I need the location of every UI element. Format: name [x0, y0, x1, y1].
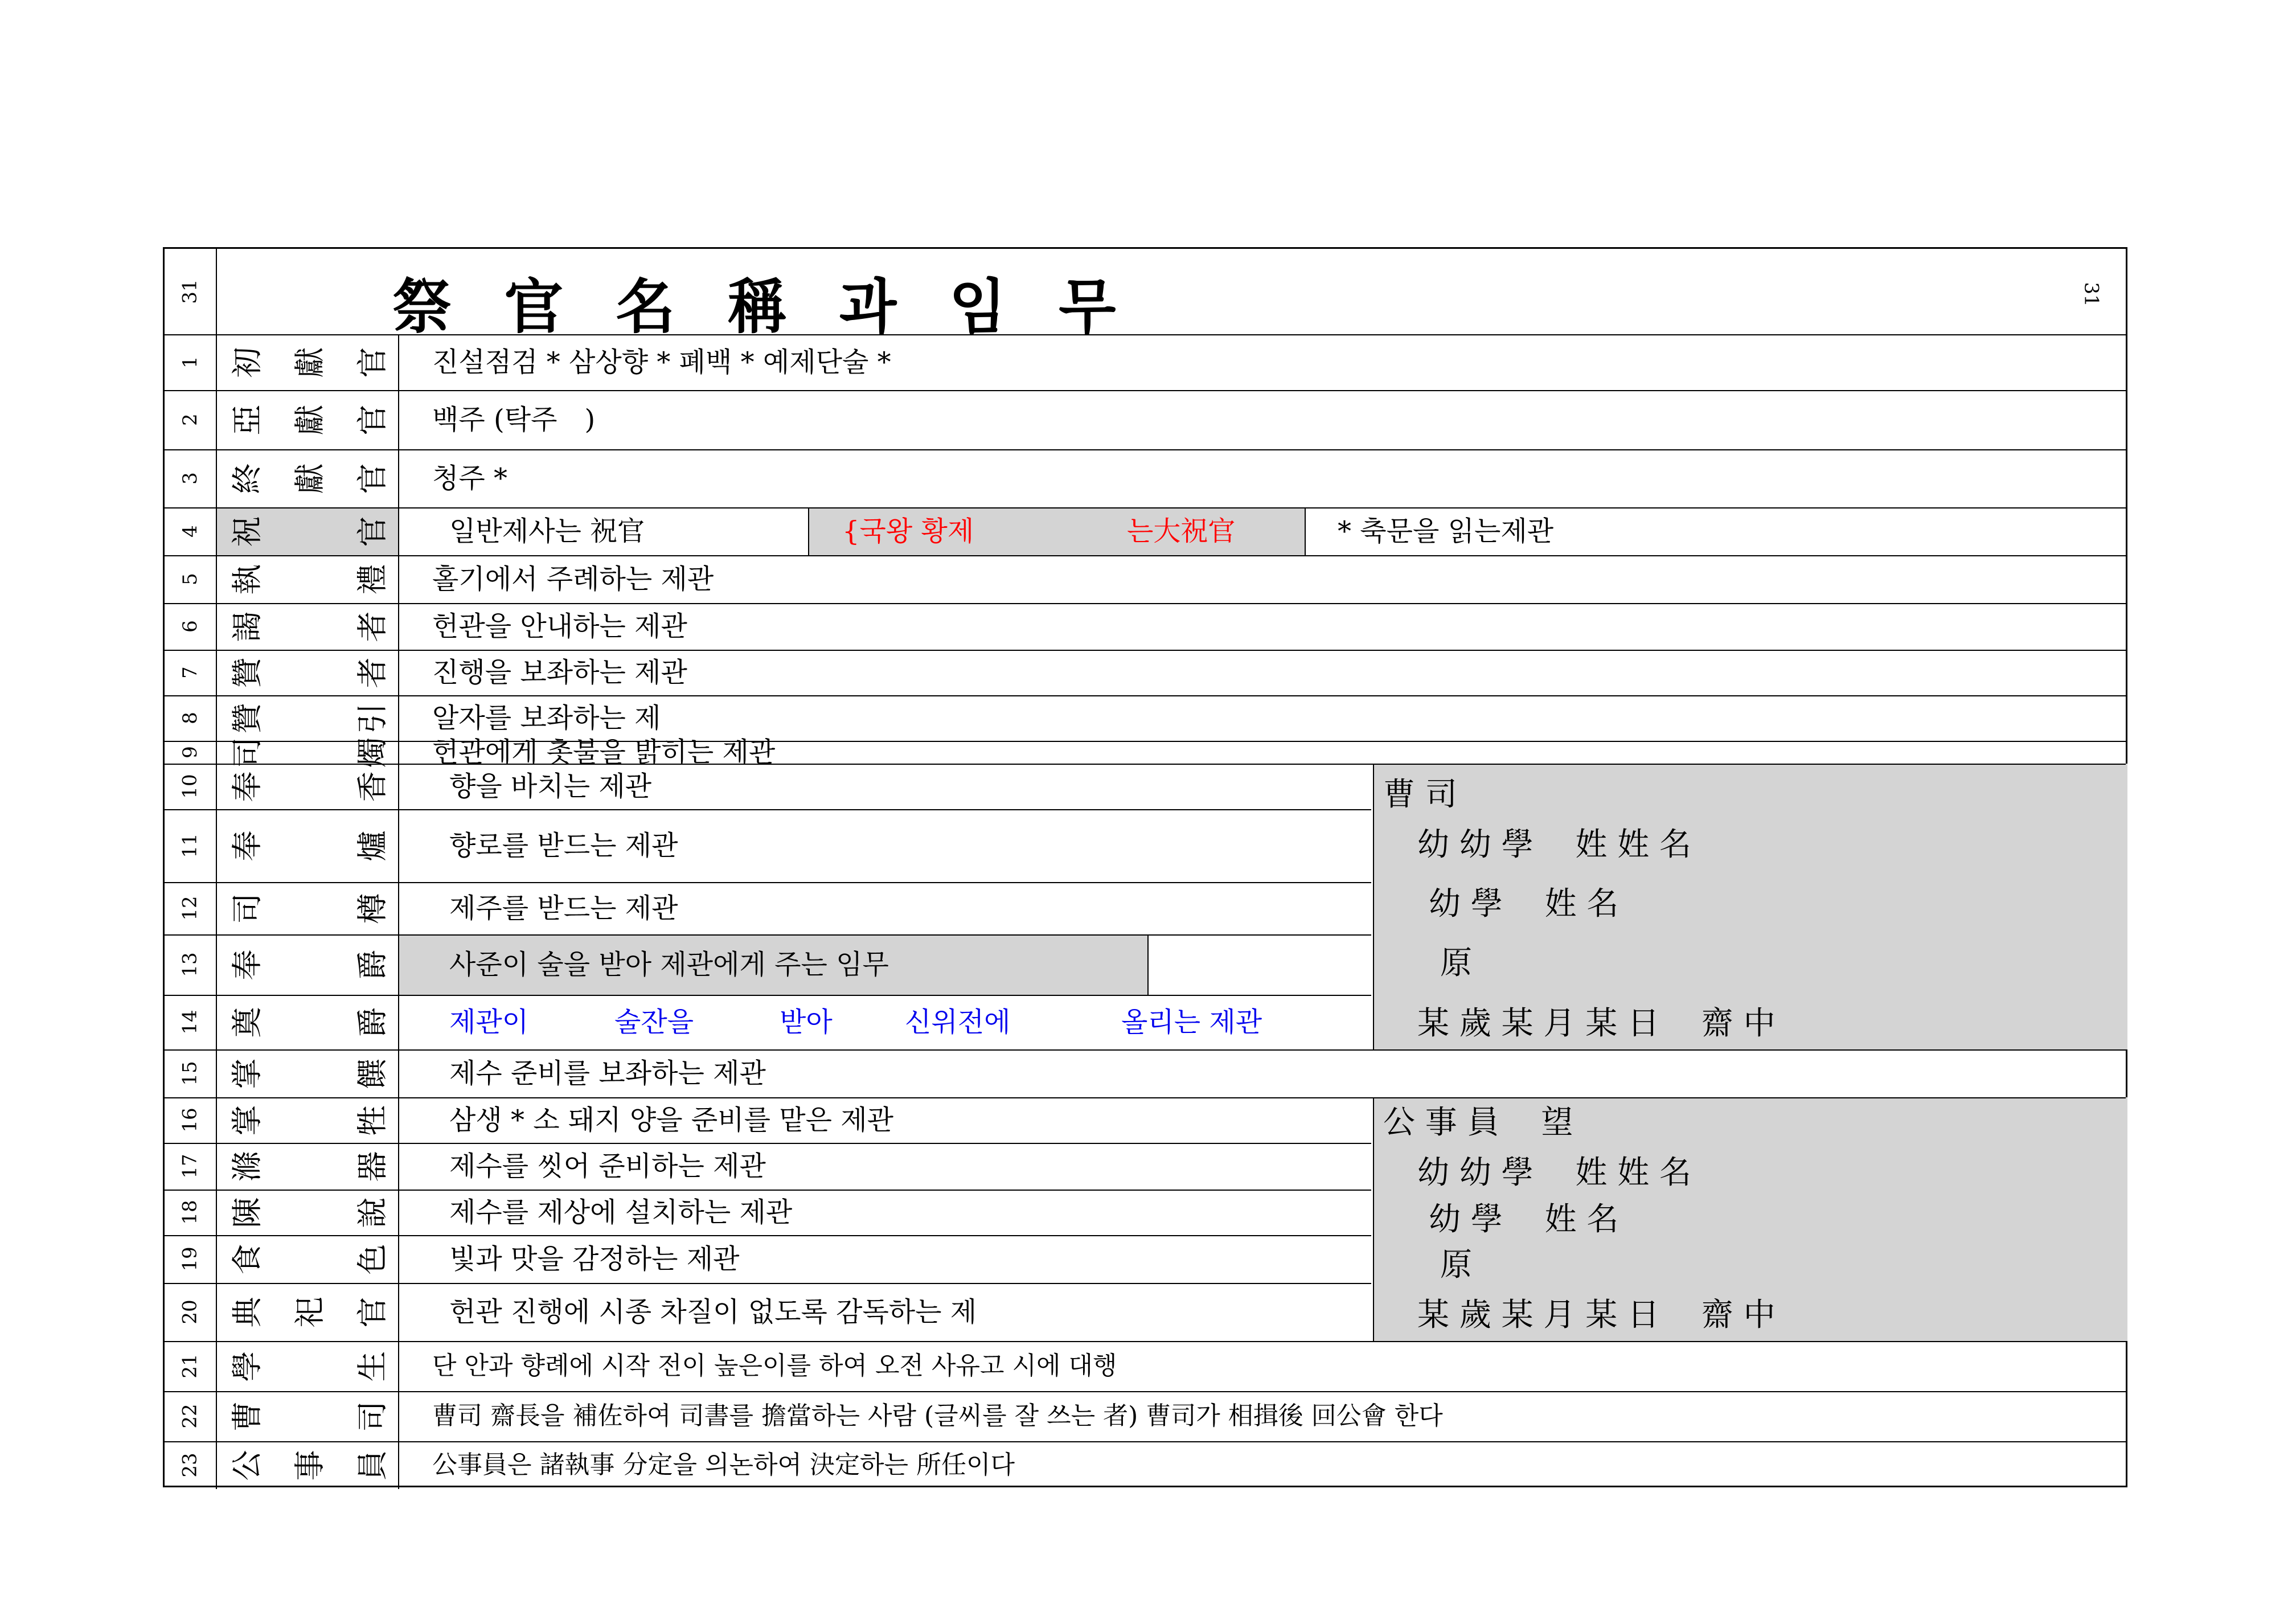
row-number: 23	[178, 1453, 202, 1478]
row-number: 1	[178, 356, 202, 368]
row-name: 奉 爵	[229, 949, 391, 980]
row-desc: 빛과 맛을 감정하는 제관	[449, 1243, 740, 1275]
row-name: 謁 者	[229, 611, 391, 642]
row-name: 學 生	[229, 1351, 391, 1381]
side-block-2-line4: 某 歲 某 月 某 日 齋 中	[1417, 1297, 1776, 1334]
row-desc: 公事員은 諸執事 分定을 의논하여 決定하는 所任이다	[432, 1450, 1015, 1479]
row-name: 陳 說	[229, 1197, 391, 1228]
row-desc-blue: 올리는 제관	[1121, 1006, 1262, 1038]
row-number: 15	[178, 1061, 202, 1086]
side-block-2-line1: 幼 幼 學 姓 姓 名	[1417, 1154, 1692, 1191]
row-number: 12	[178, 896, 202, 921]
row-number: 18	[178, 1200, 202, 1225]
row-name: 贊 引	[229, 703, 391, 733]
row-desc: 진설점검 * 삼상향 * 폐백 * 예제단술 *	[432, 346, 891, 378]
row-number: 22	[178, 1404, 202, 1429]
row-desc-blue: 술잔을	[614, 1006, 694, 1038]
row-name: 司 樽	[229, 893, 391, 924]
row-number: 6	[178, 620, 202, 633]
row-number: 10	[178, 774, 202, 799]
row-number: 9	[178, 746, 202, 758]
row-desc: 헌관을 안내하는 제관	[432, 610, 687, 642]
row-number: 2	[178, 413, 202, 426]
row-desc: 제주를 받드는 제관	[449, 892, 678, 924]
page-number-side: 31	[2080, 282, 2103, 307]
side-block-2-header: 公 事 員 望	[1383, 1104, 1573, 1141]
row-desc: 일반제사는 祝官	[449, 515, 645, 547]
row-desc: 알자를 보좌하는 제	[432, 702, 661, 734]
row-number: 14	[178, 1010, 202, 1035]
row-desc: 헌관에게 촛불을 밝히는 제관	[432, 736, 776, 768]
row-desc: 단 안과 향례에 시작 전이 높은이를 하여 오전 사유고 시에 대행	[432, 1351, 1117, 1380]
row-desc-red: 는大祝官	[1127, 515, 1236, 547]
row-name: 初 獻 官	[229, 347, 391, 378]
row-desc: 진행을 보좌하는 제관	[432, 657, 687, 688]
row-name: 曹 司	[229, 1401, 391, 1432]
row-number: 19	[178, 1246, 202, 1272]
side-block-1-line1: 幼 幼 學 姓 姓 名	[1417, 826, 1692, 863]
row-number: 13	[178, 952, 202, 977]
row-desc-blue: 신위전에	[905, 1006, 1011, 1038]
row-desc: 향로를 받드는 제관	[449, 830, 678, 862]
row-desc: 청주 *	[432, 462, 507, 494]
row-name: 贊 者	[229, 657, 391, 688]
row-name: 典 祀 官	[229, 1297, 391, 1327]
row-desc: * 축문을 읽는제관	[1338, 515, 1554, 547]
row-desc: 헌관 진행에 시종 차질이 없도록 감독하는 제	[449, 1296, 977, 1328]
row-name: 祝 官	[229, 516, 391, 547]
row-name: 掌 饌	[229, 1058, 391, 1089]
row-name: 奉 香	[229, 771, 391, 802]
row-number: 7	[178, 666, 202, 679]
row-name: 食 色	[229, 1244, 391, 1274]
side-block-1-header: 曹 司	[1383, 776, 1457, 813]
row-number: 17	[178, 1154, 202, 1179]
row-desc: 삼생 * 소 돼지 양을 준비를 맡은 제관	[449, 1104, 893, 1136]
row-desc: 제수를 씻어 준비하는 제관	[449, 1150, 766, 1182]
side-block-1-line3: 原	[1440, 945, 1472, 982]
row-number: 3	[178, 472, 202, 485]
row-number: 5	[178, 573, 202, 585]
row-name: 滌 器	[229, 1151, 391, 1182]
page-title: 祭 官 名 稱 과 임 무	[392, 272, 1132, 342]
row-desc: 홀기에서 주례하는 제관	[432, 563, 714, 595]
row-name: 亞 獻 官	[229, 404, 391, 435]
side-block-1-line2: 幼 學 姓 名	[1429, 885, 1619, 922]
row-desc: 사준이 술을 받아 제관에게 주는 임무	[449, 949, 889, 981]
row-number: 4	[178, 525, 202, 538]
row-name: 終 獻 官	[229, 463, 391, 494]
side-block-2-line2: 幼 學 姓 名	[1429, 1201, 1619, 1238]
row-name: 司 燭	[229, 737, 391, 768]
row-desc-blue: 제관이	[449, 1006, 529, 1038]
row-desc: 제수 준비를 보좌하는 제관	[449, 1057, 766, 1089]
row-desc: 백주 (탁주 )	[432, 404, 596, 436]
row-desc-blue: 받아	[780, 1006, 833, 1038]
row-name: 掌 牲	[229, 1105, 391, 1135]
row-name: 奠 爵	[229, 1007, 391, 1037]
row-name: 公 事 員	[229, 1450, 391, 1481]
row-desc: 제수를 제상에 설치하는 제관	[449, 1196, 793, 1228]
document-table	[163, 247, 2127, 1487]
row-desc: 향을 바치는 제관	[449, 770, 652, 802]
row-number: 21	[178, 1354, 202, 1379]
row-name: 執 禮	[229, 564, 391, 594]
page-number: 31	[178, 279, 202, 304]
side-block-1-line4: 某 歲 某 月 某 日 齋 中	[1417, 1005, 1776, 1042]
row-desc: 曹司 齋長을 補佐하여 司書를 擔當하는 사람 (글씨를 잘 쓰는 者) 曹司가 相揖後 回公會 한다	[432, 1401, 1443, 1430]
row-number: 8	[178, 712, 202, 724]
side-block-2-line3: 原	[1440, 1246, 1472, 1283]
row-number: 16	[178, 1108, 202, 1133]
row-number: 11	[178, 833, 202, 858]
row-number: 20	[178, 1299, 202, 1324]
row-desc-red: {국왕 황제	[842, 515, 974, 547]
row-name: 奉 爐	[229, 830, 391, 861]
